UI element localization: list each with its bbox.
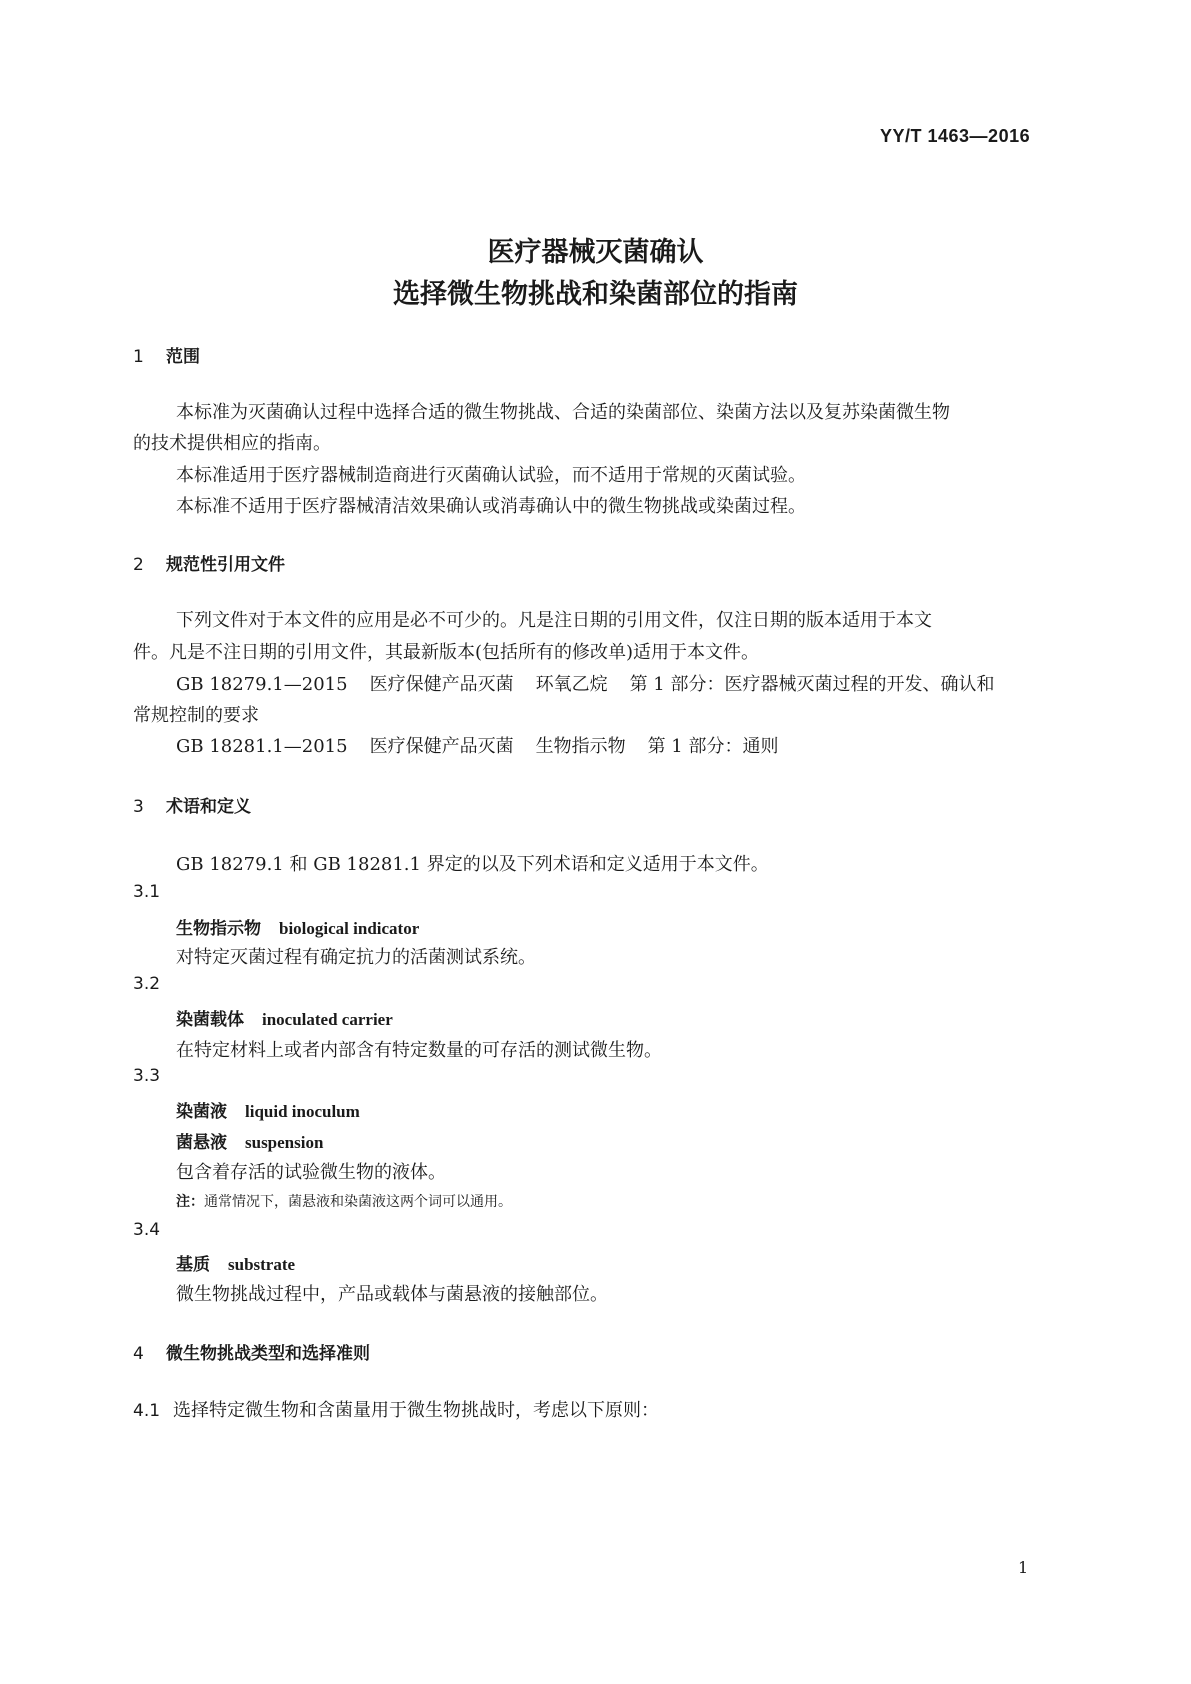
clause-number: 3.3 — [133, 1066, 161, 1086]
clause-text: 选择特定微生物和含菌量用于微生物挑战时，考虑以下原则： — [173, 1400, 659, 1421]
clause-number: 3.4 — [133, 1220, 161, 1240]
section-title: 术语和定义 — [166, 797, 251, 817]
section-4-heading — [133, 1339, 370, 1364]
term-entry — [176, 1005, 393, 1030]
term-zh: 染菌液 — [176, 1102, 227, 1122]
paragraph: 本标准适用于医疗器械制造商进行灭菌确认试验，而不适用于常规的灭菌试验。 — [176, 465, 806, 486]
section-title: 微生物挑战类型和选择准则 — [166, 1344, 370, 1364]
reference-title: 医疗保健产品灭菌 — [369, 736, 514, 757]
section-title: 范围 — [166, 347, 200, 367]
term-zh: 生物指示物 — [176, 919, 261, 939]
paragraph: 的技术提供相应的指南。 — [133, 433, 331, 454]
term-entry — [176, 1097, 360, 1122]
normative-reference-1 — [176, 670, 994, 696]
reference-title: 第 1 部分：通则 — [647, 736, 779, 757]
paragraph: 常规控制的要求 — [133, 705, 259, 726]
term-entry — [176, 914, 419, 939]
reference-code: GB 18281.1—2015 — [176, 736, 348, 757]
paragraph: 件。凡是不注日期的引用文件，其最新版本(包括所有的修改单)适用于本文件。 — [133, 642, 760, 663]
clause-number: 4.1 — [133, 1401, 161, 1421]
reference-code: GB 18279.1—2015 — [176, 674, 348, 695]
paragraph: GB 18279.1 和 GB 18281.1 界定的以及下列术语和定义适用于本文件。 — [176, 854, 769, 875]
reference-title: 生物指示物 — [535, 736, 626, 757]
clause-4-1 — [133, 1396, 659, 1422]
document-title-line2: 选择微生物挑战和染菌部位的指南 — [393, 279, 798, 310]
section-2-heading — [133, 550, 285, 575]
term-entry — [176, 1250, 295, 1275]
clause-number: 3.2 — [133, 974, 161, 994]
term-entry-synonym — [176, 1128, 323, 1153]
note-label: 注： — [176, 1194, 204, 1210]
section-3-heading — [133, 792, 251, 817]
term-definition: 对特定灭菌过程有确定抗力的活菌测试系统。 — [176, 947, 536, 968]
section-number: 4 — [133, 1344, 144, 1364]
term-en: biological indicator — [279, 919, 420, 938]
section-1-heading — [133, 342, 200, 367]
note-text: 通常情况下，菌悬液和染菌液这两个词可以通用。 — [204, 1194, 512, 1210]
term-en: substrate — [228, 1255, 296, 1274]
paragraph: 本标准不适用于医疗器械清洁效果确认或消毒确认中的微生物挑战或染菌过程。 — [176, 496, 806, 517]
reference-title: 医疗保健产品灭菌 — [369, 674, 514, 695]
section-number: 3 — [133, 797, 144, 817]
reference-title: 第 1 部分：医疗器械灭菌过程的开发、确认和 — [629, 674, 995, 695]
section-number: 2 — [133, 555, 144, 575]
term-note — [176, 1191, 512, 1211]
normative-reference-2 — [176, 732, 778, 758]
term-zh: 基质 — [176, 1255, 210, 1275]
term-definition: 包含着存活的试验微生物的液体。 — [176, 1162, 446, 1183]
document-title-line1: 医疗器械灭菌确认 — [487, 237, 704, 268]
term-zh: 菌悬液 — [176, 1133, 227, 1153]
clause-number: 3.1 — [133, 882, 161, 902]
paragraph: 下列文件对于本文件的应用是必不可少的。凡是注日期的引用文件，仅注日期的版本适用于本文 — [176, 610, 932, 631]
term-en: suspension — [245, 1133, 324, 1152]
term-definition: 在特定材料上或者内部含有特定数量的可存活的测试微生物。 — [176, 1040, 662, 1061]
term-zh: 染菌载体 — [176, 1010, 244, 1030]
reference-title: 环氧乙烷 — [535, 674, 608, 695]
term-en: inoculated carrier — [262, 1010, 393, 1029]
section-number: 1 — [133, 347, 144, 367]
paragraph: 本标准为灭菌确认过程中选择合适的微生物挑战、合适的染菌部位、染菌方法以及复苏染菌微生物 — [176, 402, 950, 423]
term-definition: 微生物挑战过程中，产品或载体与菌悬液的接触部位。 — [176, 1284, 608, 1305]
term-en: liquid inoculum — [245, 1102, 360, 1121]
page-number: 1 — [1018, 1558, 1029, 1577]
section-title: 规范性引用文件 — [166, 555, 285, 575]
standard-code: YY/T 1463—2016 — [880, 126, 1031, 146]
